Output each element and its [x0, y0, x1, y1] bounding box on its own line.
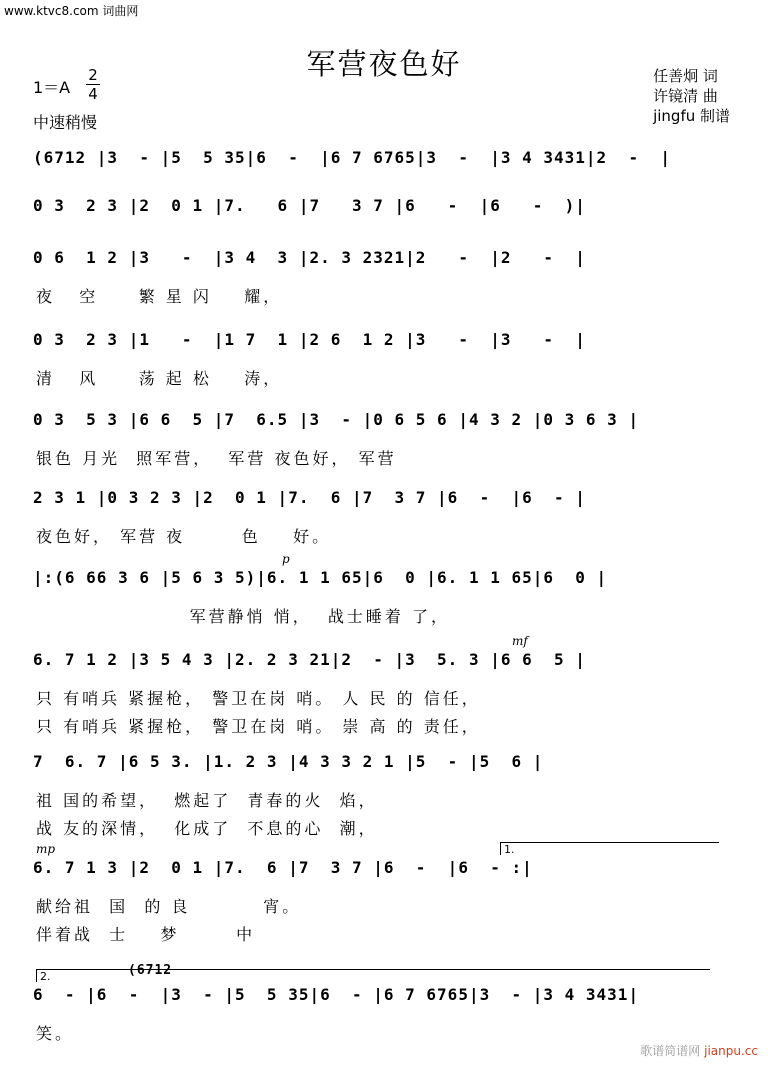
lyric-line: 军营静悄 悄， 战士睡着 了，: [36, 607, 450, 626]
lyric-line: 清 风 荡 起 松 涛，: [36, 369, 283, 388]
meter-top: 2: [88, 66, 98, 84]
tempo-marking: 中速稍慢: [33, 113, 98, 132]
watermark-url: jianpu.cc: [704, 1044, 758, 1058]
lyric-line-verse2: 伴着战 士 梦 中: [36, 925, 256, 944]
lyricist: 任善炯 词: [653, 67, 718, 85]
intro-reprise-notes: (6712: [128, 963, 173, 978]
notation-line: 0 6 1 2 |3 - |3 4 3 |2. 3 2321|2 - |2 - |: [33, 248, 586, 267]
lyric-line: 只 有哨兵 紧握枪， 警卫在岗 哨。 人 民 的 信任，: [36, 689, 481, 708]
lyric-line-verse2: 战 友的深情， 化成了 不息的心 潮，: [36, 819, 378, 838]
lyric-line: 献给祖 国 的 良 宵。: [36, 897, 302, 916]
notation-line: 0 3 2 3 |1 - |1 7 1 |2 6 1 2 |3 - |3 - |: [33, 330, 586, 349]
notation-line: 6 - |6 - |3 - |5 5 35|6 - |6 7 6765|3 - |3 4 3431|: [33, 985, 640, 1004]
key-signature: 1＝A: [33, 78, 71, 97]
watermark-cn: 歌谱简谱网: [640, 1044, 701, 1058]
credits: [653, 66, 730, 126]
notation-line: 6. 7 1 2 |3 5 4 3 |2. 2 3 21|2 - |3 5. 3 |6 6 5 |: [33, 650, 586, 669]
volta-bracket: 1.: [500, 842, 719, 855]
notation-line: |:(6 66 3 6 |5 6 3 5)|6. 1 1 65|6 0 |6. 1 1 65|6 0 |: [33, 568, 608, 587]
lyric-line: 夜 空 繁 星 闪 耀，: [36, 287, 283, 306]
song-title: 军营夜色好: [306, 47, 462, 81]
lyric-line: 祖 国的希望， 燃起了 青春的火 焰，: [36, 791, 378, 810]
dynamic-marking: mf: [512, 634, 528, 648]
time-signature: [86, 66, 100, 103]
arranger: jingfu 制谱: [653, 107, 730, 125]
watermark: [640, 1042, 758, 1059]
composer: 许镜清 曲: [653, 87, 718, 105]
lyric-line-verse2: 只 有哨兵 紧握枪， 警卫在岗 哨。 崇 高 的 责任，: [36, 717, 481, 736]
site-url: www.ktvc8.com 词曲网: [4, 4, 139, 18]
lyric-line: 银色 月光 照军营， 军营 夜色好， 军营: [36, 449, 397, 468]
volta-bracket: 2.: [36, 969, 710, 982]
lyric-line: 夜色好， 军营 夜 色 好。: [36, 527, 332, 546]
meter-bottom: 4: [86, 84, 100, 103]
notation-line: 7 6. 7 |6 5 3. |1. 2 3 |4 3 3 2 1 |5 - |5 6 |: [33, 752, 544, 771]
notation-line: 0 3 5 3 |6 6 5 |7 6.5 |3 - |0 6 5 6 |4 3 2 |0 3 6 3 |: [33, 410, 640, 429]
notation-line: 2 3 1 |0 3 2 3 |2 0 1 |7. 6 |7 3 7 |6 - |6 - |: [33, 488, 586, 507]
dynamic-marking: mp: [36, 842, 56, 856]
notation-line: 0 3 2 3 |2 0 1 |7. 6 |7 3 7 |6 - |6 - )|: [33, 196, 586, 215]
dynamic-marking: p: [282, 552, 290, 566]
notation-line: 6. 7 1 3 |2 0 1 |7. 6 |7 3 7 |6 - |6 - :|: [33, 858, 533, 877]
lyric-line: 笑。: [36, 1024, 75, 1043]
notation-line: (6712 |3 - |5 5 35|6 - |6 7 6765|3 - |3 4 3431|2 - |: [33, 148, 671, 167]
